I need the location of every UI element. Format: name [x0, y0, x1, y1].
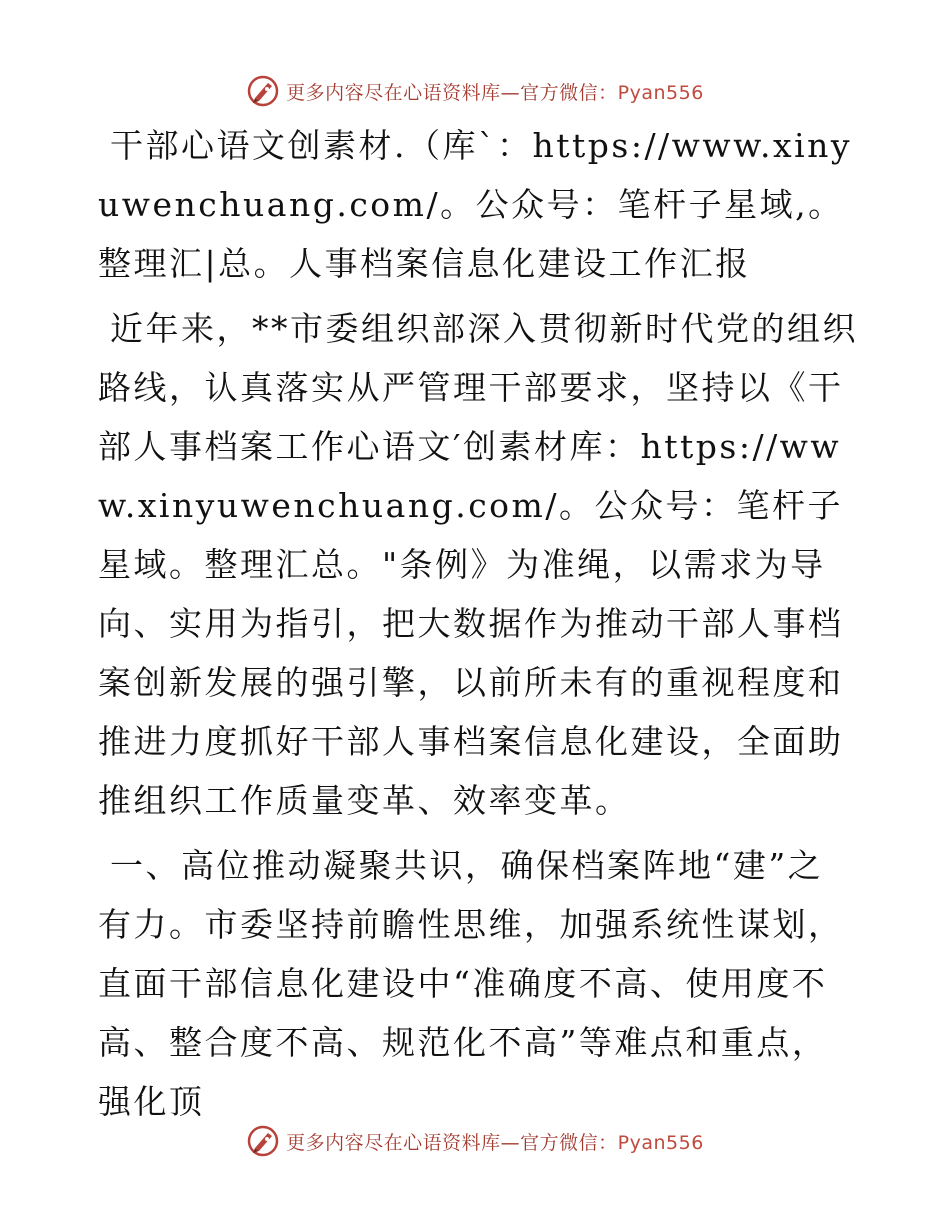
paragraph-title: 干部心语文创素材.（库`：https://www.xinyuwenchuang.com/。公众号：笔杆子星域,。整理汇|总。人事档案信息化建设工作汇报: [98, 126, 853, 283]
pen-logo-icon: [246, 1124, 280, 1158]
paragraph-section-one: 一、高位推动凝聚共识，确保档案阵地“建”之有力。市委坚持前瞻性思维，加强系统性谋划，直面干部信息化建设中“准确度不高、使用度不高、整合度不高、规范化不高”等难点和重点，强化顶: [98, 846, 844, 1121]
pen-logo-icon: [246, 74, 280, 108]
banner-text: 更多内容尽在心语资料库—官方微信：: [286, 1131, 618, 1154]
banner-text: 更多内容尽在心语资料库—官方微信：: [286, 81, 618, 104]
header-watermark: [0, 71, 950, 111]
footer-watermark: [0, 1121, 950, 1161]
banner-wechat-id: Pyan556: [617, 1131, 704, 1154]
banner-wechat-id: Pyan556: [617, 81, 704, 104]
paragraph-intro: 近年来，**市委组织部深入贯彻新时代党的组织路线，认真落实从严管理干部要求，坚持以《干部人事档案工作心语文′创素材库：https://www.xinyuwenchuang.com/。公众号：笔杆子星域。整理汇总。"条例》为准绳，以需求为导向、实用为指引，把大数据作为推动干部人事档案创新发展的强引擎，以前所未有的重视程度和推进力度抓好干部人事档案信息化建设，全面助推组织工作质量变革、效率变革。: [98, 309, 858, 820]
document-body: [98, 116, 858, 1131]
